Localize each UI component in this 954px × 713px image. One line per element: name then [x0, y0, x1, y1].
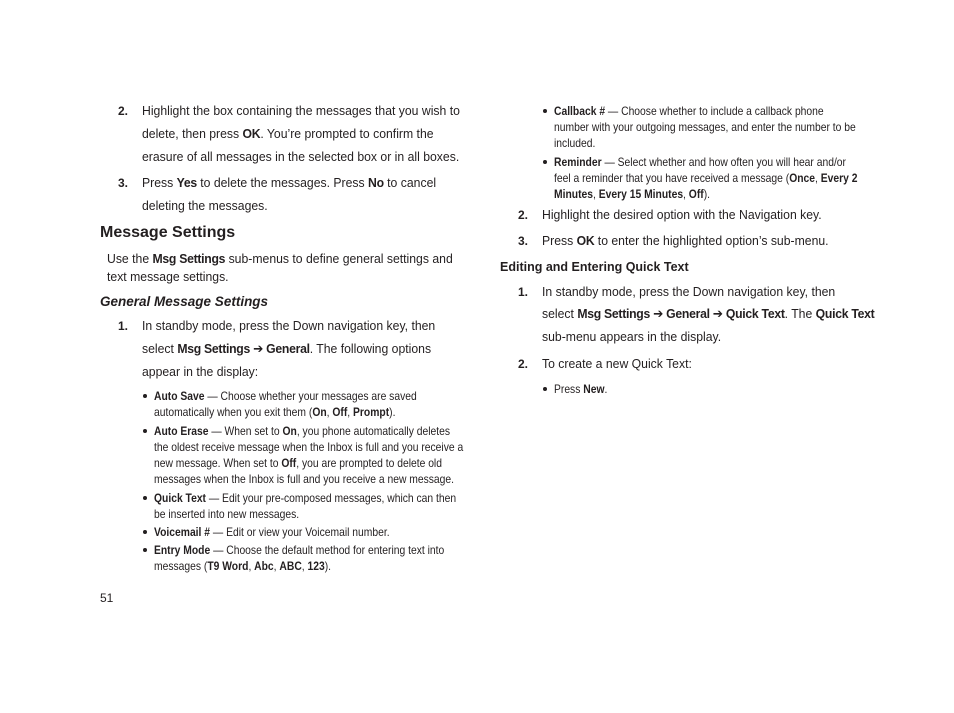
emphasized-term: New [583, 382, 605, 396]
text-run: ). [324, 559, 332, 573]
text-line [554, 119, 856, 135]
text-run: ). [703, 187, 711, 201]
bullet-marker [143, 394, 147, 398]
text-run: — Choose whether to include a callback phone [605, 104, 824, 118]
bullet-marker [543, 160, 547, 164]
text-run: , [326, 405, 333, 419]
step-number: 3. [118, 176, 129, 190]
emphasized-term: Msg Settings [152, 251, 226, 266]
text-line [154, 542, 444, 558]
text-run: select [542, 306, 578, 322]
emphasized-term: Quick Text [154, 491, 207, 505]
text-line [107, 268, 453, 286]
emphasized-term: Msg Settings ➔ General ➔ Quick Text [577, 306, 785, 322]
emphasized-term: Minutes [554, 187, 593, 201]
text-run: select [142, 340, 178, 356]
bullet-marker [543, 387, 547, 391]
emphasized-term: Off [281, 456, 297, 470]
text-line [554, 170, 857, 186]
text-run: Highlight the box containing the messages that you wish to [142, 103, 460, 118]
text-line [154, 506, 456, 522]
text-run: to delete the messages. Press [196, 175, 369, 190]
text-line [154, 388, 417, 404]
text-line [542, 353, 692, 376]
text-run: automatically when you exit them ( [154, 405, 313, 419]
emphasized-term: Every 2 [820, 171, 858, 185]
left-column [100, 0, 520, 713]
text-run: Press [554, 382, 584, 396]
text-line [142, 195, 436, 218]
text-line [542, 326, 874, 349]
text-line [142, 361, 435, 384]
text-run: the oldest receive message when the Inbox is full and you receive a [154, 440, 464, 454]
text-run: , [683, 187, 689, 201]
bullet-marker [143, 530, 147, 534]
text-run: sub-menu appears in the display. [542, 329, 722, 345]
emphasized-term: Entry Mode [154, 543, 211, 557]
text-run: — When set to [208, 424, 283, 438]
text-run: , [592, 187, 599, 201]
step-number: 3. [518, 233, 529, 248]
option-text [154, 490, 505, 522]
text-line [142, 172, 436, 195]
text-line [142, 338, 435, 361]
step-number: 2. [518, 207, 529, 222]
emphasized-term: On [312, 405, 327, 419]
emphasized-term: On [282, 424, 297, 438]
text-line [554, 135, 856, 151]
text-line [154, 524, 390, 540]
step-number: 2. [518, 356, 529, 371]
text-line [554, 154, 857, 170]
text-line [554, 186, 857, 202]
text-line [142, 100, 460, 123]
step-number: 1. [518, 284, 529, 299]
step-number: 2. [118, 104, 129, 118]
subsection-heading: Editing and Entering Quick Text [500, 260, 689, 274]
text-run: feel a reminder that you have received a message ( [554, 171, 790, 185]
emphasized-term: Reminder [554, 155, 602, 169]
text-line [142, 123, 460, 146]
bullet-marker [143, 548, 147, 552]
text-line [154, 558, 444, 574]
text-run: included. [554, 136, 596, 150]
emphasized-term: OK [242, 125, 261, 141]
text-run: . You’re prompted to confirm the [260, 125, 434, 141]
text-line [542, 281, 874, 304]
text-run: . [604, 382, 608, 396]
text-run: sub-menus to define general settings and [225, 251, 453, 266]
text-run: Highlight the desired option with the Navigation key. [542, 206, 822, 222]
option-text [154, 388, 459, 420]
text-run: , [273, 559, 280, 573]
option-text [154, 524, 428, 540]
step-text [542, 281, 896, 349]
emphasized-term: Off [332, 405, 348, 419]
step-text [542, 353, 701, 376]
text-run: , [815, 171, 821, 185]
emphasized-term: Abc [254, 559, 274, 573]
text-run: , [301, 559, 308, 573]
text-line [142, 315, 435, 338]
text-run: . The following options [309, 340, 432, 356]
text-run: erasure of all messages in the selected box or in all boxes. [142, 148, 460, 164]
section-heading: Message Settings [100, 224, 236, 241]
emphasized-term: ABC [279, 559, 302, 573]
option-text [154, 423, 514, 487]
bullet-marker [543, 109, 547, 113]
text-line [107, 250, 453, 268]
text-run: , [347, 405, 354, 419]
option-text [554, 381, 616, 397]
option-text [554, 103, 905, 151]
emphasized-term: Every 15 Minutes [598, 187, 684, 201]
page-number: 51 [100, 591, 114, 605]
emphasized-term: Auto Erase [154, 424, 209, 438]
emphasized-term: T9 Word [207, 559, 249, 573]
step-number: 1. [118, 319, 129, 333]
option-text [554, 154, 907, 202]
bullet-marker [143, 496, 147, 500]
option-text [154, 542, 492, 574]
emphasized-term: Once [789, 171, 816, 185]
text-run: deleting the messages. [142, 197, 268, 213]
step-text [542, 204, 840, 227]
text-run: . The [784, 306, 816, 322]
text-line [542, 230, 829, 253]
text-run: be inserted into new messages. [154, 507, 300, 521]
emphasized-term: Quick Text [815, 306, 875, 322]
step-text [142, 100, 480, 168]
text-run: , [248, 559, 255, 573]
text-run: — Choose the default method for entering text into [210, 543, 445, 557]
subsection-heading: General Message Settings [100, 294, 269, 309]
text-line [542, 303, 874, 326]
text-run: , you phone automatically deletes [296, 424, 451, 438]
text-run: appear in the display: [142, 363, 259, 379]
right-column [500, 0, 920, 713]
text-run: — Edit your pre-composed messages, which can then [206, 491, 457, 505]
text-run: Press [542, 232, 577, 248]
emphasized-term: Prompt [353, 405, 390, 419]
text-run: — Edit or view your Voicemail number. [210, 525, 390, 539]
text-line [554, 381, 607, 397]
text-line [542, 204, 822, 227]
text-run: To create a new Quick Text: [542, 355, 692, 371]
text-run: — Select whether and how often you will hear and/or [601, 155, 846, 169]
text-run: to cancel [383, 175, 437, 190]
text-line [154, 455, 463, 471]
section-intro [107, 250, 475, 286]
bullet-marker [143, 429, 147, 433]
text-run: In standby mode, press the Down navigation key, then [542, 283, 836, 299]
emphasized-term: Voicemail # [154, 525, 211, 539]
text-run: Press [142, 175, 177, 190]
text-run: new message. When set to [154, 456, 282, 470]
text-line [154, 423, 463, 439]
text-line [154, 404, 417, 420]
text-run: Use the [107, 251, 153, 266]
text-line [154, 490, 456, 506]
emphasized-term: 123 [307, 559, 325, 573]
emphasized-term: Msg Settings ➔ General [177, 340, 310, 356]
text-line [154, 439, 463, 455]
text-line [142, 146, 460, 169]
emphasized-term: No [368, 175, 384, 190]
text-run: messages ( [154, 559, 208, 573]
text-run: In standby mode, press the Down navigation key, then [142, 318, 436, 333]
text-run: messages when the Inbox is full and you receive a new message. [154, 472, 455, 486]
text-run: number with your outgoing messages, and enter the number to be [554, 120, 856, 134]
text-line [154, 471, 463, 487]
emphasized-term: Auto Save [154, 389, 205, 403]
emphasized-term: Yes [176, 175, 197, 190]
text-run: delete, then press [142, 125, 243, 141]
emphasized-term: OK [576, 232, 595, 248]
step-text [142, 315, 454, 383]
emphasized-term: Callback # [554, 104, 606, 118]
step-text [142, 172, 455, 218]
text-run: — Choose whether your messages are saved [204, 389, 417, 403]
step-text [542, 230, 847, 253]
text-run: , you are prompted to delete old [296, 456, 442, 470]
text-line [554, 103, 856, 119]
text-run: ). [389, 405, 396, 419]
text-run: to enter the highlighted option’s sub-menu. [594, 232, 829, 248]
text-run: text message settings. [107, 269, 229, 284]
emphasized-term: Off [688, 187, 704, 201]
